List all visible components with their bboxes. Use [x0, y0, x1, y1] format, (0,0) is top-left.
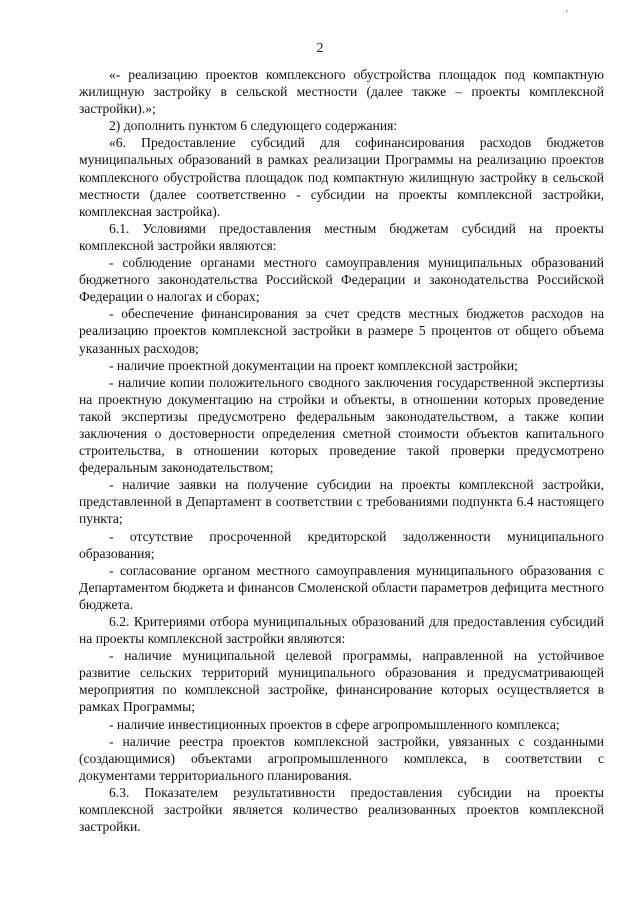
- corner-mark: ': [566, 9, 568, 20]
- document-body: [79, 66, 604, 835]
- paragraph-6-2: 6.2. Критериями отбора муниципальных образований для предоставления субсидий на проекты комплексной застройки являются:: [79, 614, 604, 647]
- paragraph-amendment-2: 2) дополнить пунктом 6 следующего содержания:: [109, 118, 398, 134]
- paragraph-6-1: 6.1. Условиями предоставления местным бюджетам субсидий на проекты комплексной застройки являются:: [79, 220, 604, 253]
- list-item: - наличие заявки на получение субсидии на проекты комплексной застройки, представленной в Департамент в соответствии с требованиями подпункта 6.4 настоящего пункта;: [79, 477, 604, 527]
- list-item: - наличие проектной документации на проект комплексной застройки;: [109, 357, 518, 373]
- list-item: - наличие реестра проектов комплексной застройки, увязанных с созданными (создающимися) объектами агропромышленного комплекса, в соответствии с документами территориального планирования.: [79, 733, 604, 783]
- paragraph-6-3: 6.3. Показателем результативности предоставления субсидии на проекты комплексной застройки является количество реализованных проектов комплексной застройки.: [79, 784, 604, 835]
- page-number: 2: [316, 41, 324, 56]
- list-item: - наличие копии положительного сводного заключения государственной экспертизы на проектную документацию на стройки и объекты, в отношении которых проведение такой экспертизы предусмотрено федеральным законодательством, а также копии заключения о достоверности определения сметной стоимости объектов капитального строительства, в отношении которых проведение такой проверки предусмотрено федеральным законодательством;: [79, 374, 604, 476]
- list-item: - наличие муниципальной целевой программы, направленной на устойчивое развитие сельских территорий муниципального образования и предусматривающей мероприятия по комплексной застройке, финансирование которых осуществляется в рамках Программы;: [79, 648, 604, 715]
- paragraph-6: «6. Предоставление субсидий для софинансирования расходов бюджетов муниципальных образований в рамках реализации Программы на реализацию проектов комплексного обустройства площадок под компактную жилищную застройку в сельской местности (далее соответственно - субсидии на проекты комплексной застройки, комплексная застройка).: [79, 135, 604, 219]
- list-item: - обеспечение финансирования за счет средств местных бюджетов расходов на реализацию проектов комплексной застройки в размере 5 процентов от общего объема указанных расходов;: [79, 306, 604, 356]
- list-item: - соблюдение органами местного самоуправления муниципальных образований бюджетного законодательства Российской Федерации и законодательства Российской Федерации о налогах и сборах;: [79, 255, 604, 305]
- list-item: - наличие инвестиционных проектов в сфере агропромышленного комплекса;: [109, 716, 560, 732]
- paragraph-quote-close: «- реализацию проектов комплексного обустройства площадок под компактную жилищную застройку в сельской местности (далее также – проекты комплексной застройки).»;: [79, 67, 604, 117]
- list-item: - отсутствие просроченной кредиторской задолженности муниципального образования;: [79, 528, 604, 561]
- list-item: - согласование органом местного самоуправления муниципального образования с Департаментом бюджета и финансов Смоленской области параметров дефицита местного бюджета.: [79, 562, 604, 612]
